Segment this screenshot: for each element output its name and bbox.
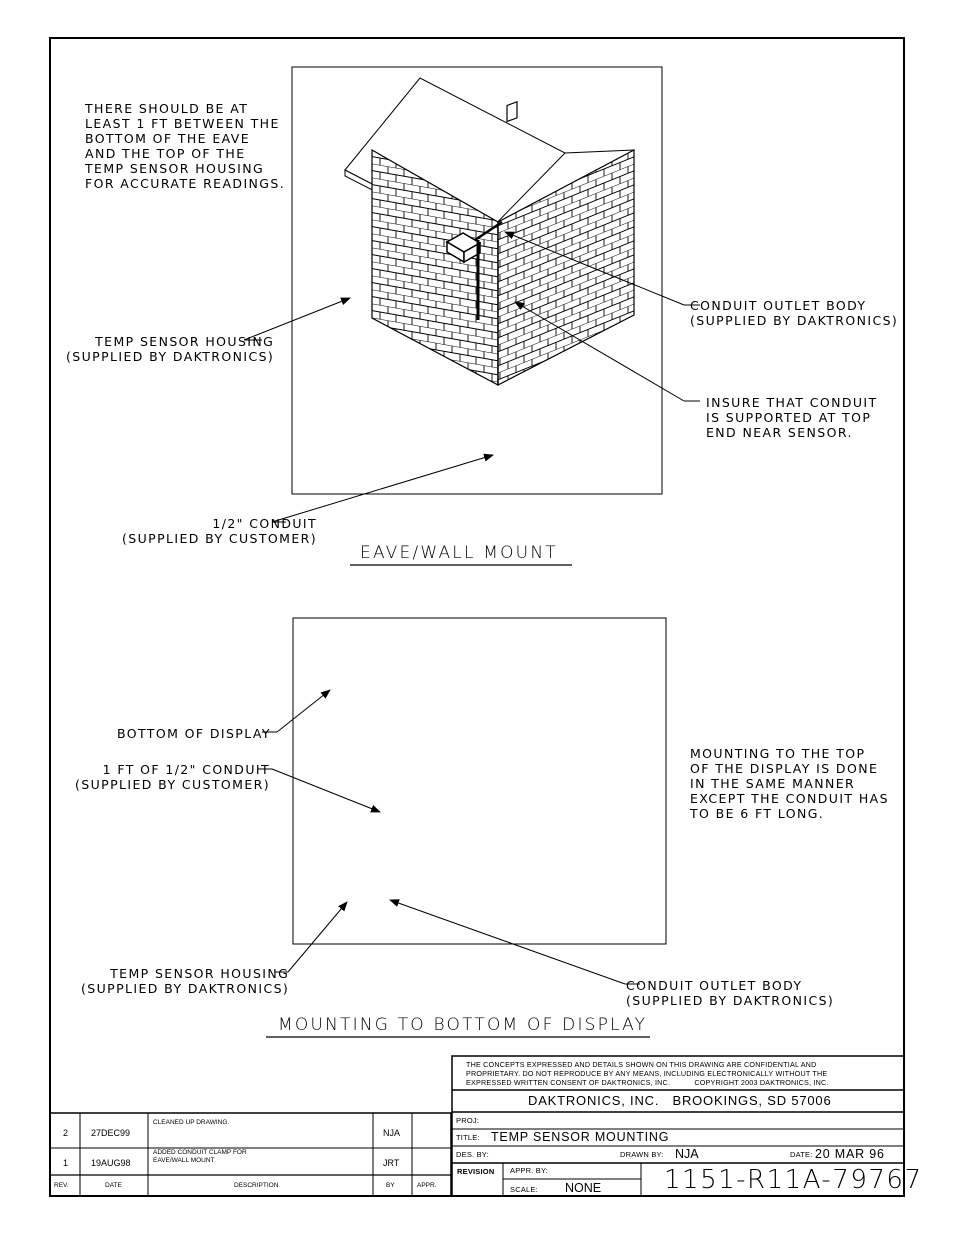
designed-by-label: DES. BY: [456,1150,489,1159]
eave-support-note: INSURE THAT CONDUIT IS SUPPORTED AT TOP END NEAR SENSOR. [706,395,878,440]
eave-conduit-label: 1/2" CONDUIT (SUPPLIED BY CUSTOMER) [122,516,318,546]
rev-row-2-description: CLEANED UP DRAWING. [153,1119,230,1126]
drawing-number: 1151-R11A-79767 [664,1165,923,1195]
scale-label: SCALE: [510,1185,538,1194]
display-outlet-label: CONDUIT OUTLET BODY (SUPPLIED BY DAKTRONICS) [626,978,835,1008]
rev-row-1-number: 1 [63,1158,69,1168]
display-housing-label: TEMP SENSOR HOUSING (SUPPLIED BY DAKTRONICS) [81,966,290,996]
eave-view-title: EAVE/WALL MOUNT [360,543,558,563]
revision-label: REVISION [457,1167,495,1176]
rev-header-rev: REV. [54,1182,69,1189]
proj-label: PROJ: [456,1116,480,1125]
rev-header-by: BY [386,1182,395,1189]
display-view-frame [293,618,666,944]
drawing-title: TEMP SENSOR MOUNTING [491,1130,670,1144]
rev-row-1-date: 19AUG98 [91,1158,131,1168]
eave-housing-label: TEMP SENSOR HOUSING (SUPPLIED BY DAKTRONICS) [66,334,275,364]
rev-header-appr: APPR. [417,1182,437,1189]
date-value: 20 MAR 96 [815,1147,885,1161]
drawn-by-label: DRAWN BY: [620,1150,664,1159]
rev-row-1-by: JRT [383,1158,400,1168]
display-bottom-label: BOTTOM OF DISPLAY [117,726,271,741]
conduit-outlet-eave [507,102,517,122]
rev-header-date: DATE [105,1182,122,1189]
rev-row-2-date: 27DEC99 [91,1128,131,1138]
display-view-title: MOUNTING TO BOTTOM OF DISPLAY [278,1015,648,1035]
confidentiality-notice: THE CONCEPTS EXPRESSED AND DETAILS SHOWN ON THIS DRAWING ARE CONFIDENTIAL AND PROPRIETARY. DO NOT REPRODUCE BY ANY MEANS, INCLUDING ELECTRONICALLY WITHOUT THE EXPRESSED WRITTEN CONSENT OF DAKTRONICS, INC. COPYRIGHT 2003 DAKTRONICS, INC. [466,1060,829,1087]
rev-row-2-by: NJA [383,1128,401,1138]
scale-value: NONE [565,1181,602,1195]
rev-header-description: DESCRIPTION [234,1182,279,1189]
title-label: TITLE: [456,1133,480,1142]
approved-by-label: APPR. BY: [510,1166,549,1175]
display-mounting-note: MOUNTING TO THE TOP OF THE DISPLAY IS DONE IN THE SAME MANNER EXCEPT THE CONDUIT HAS TO BE 6 FT LONG. [690,746,889,821]
eave-outlet-label: CONDUIT OUTLET BODY (SUPPLIED BY DAKTRONICS) [690,298,899,328]
rev-row-1-description: ADDED CONDUIT CLAMP FOR EAVE/WALL MOUNT [153,1149,247,1164]
display-conduit-label: 1 FT OF 1/2" CONDUIT (SUPPLIED BY CUSTOMER) [75,762,271,792]
drawn-by-value: NJA [675,1147,699,1161]
rev-row-2-number: 2 [63,1128,69,1138]
date-label: DATE: [790,1150,813,1159]
eave-clearance-note: THERE SHOULD BE AT LEAST 1 FT BETWEEN THE BOTTOM OF THE EAVE AND THE TOP OF THE TEMP SENSOR HOUSING FOR ACCURATE READINGS. [85,101,286,191]
company-address: DAKTRONICS, INC. BROOKINGS, SD 57006 [528,1093,832,1108]
